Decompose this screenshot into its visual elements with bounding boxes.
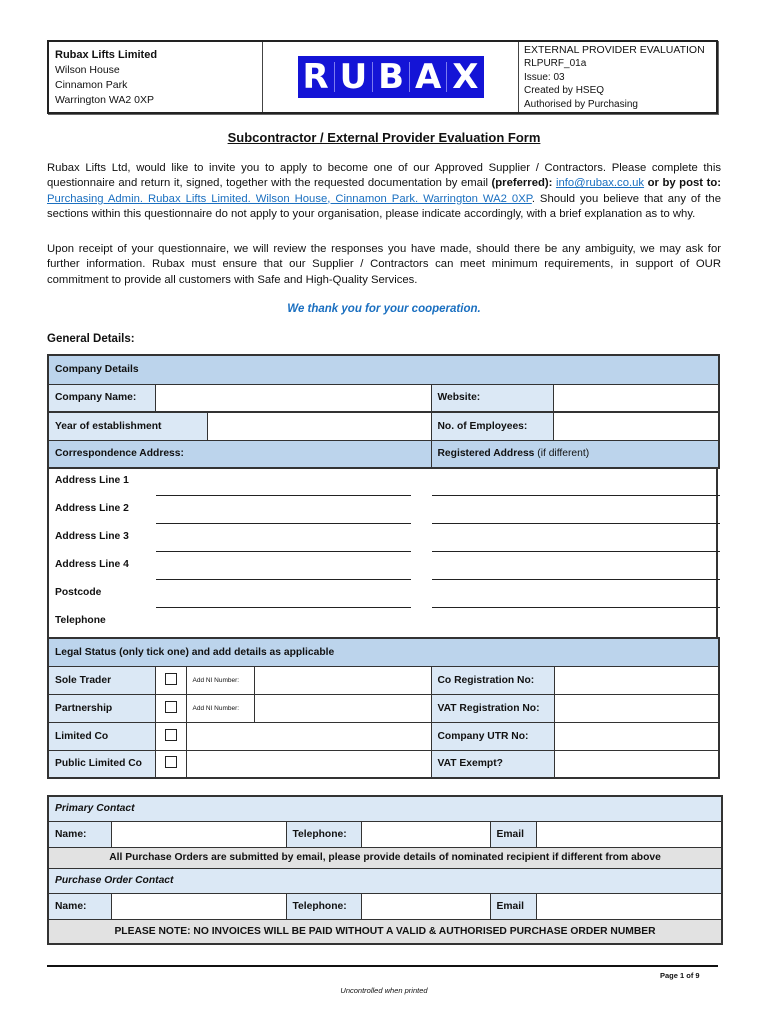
po-name-label: Name: <box>48 893 111 919</box>
company-name-field[interactable] <box>155 384 431 412</box>
logo-letter: X <box>452 57 479 97</box>
page-number: Page 1 of 9 <box>660 971 700 980</box>
intro-text: . Should you believe that any of the sections within this questionnaire do not apply to your organisation, please indicate accordingly, with a brief explanation as to why. <box>47 192 721 220</box>
po-email-label: Email <box>490 893 536 919</box>
doc-authorised: Authorised by Purchasing <box>524 98 638 110</box>
reg-address-line-3-field[interactable] <box>432 551 720 552</box>
primary-name-label: Name: <box>48 821 111 847</box>
limited-co-checkbox[interactable] <box>165 729 177 741</box>
preferred-label: (preferred): <box>491 177 553 190</box>
sole-trader-label: Sole Trader <box>48 666 155 694</box>
partnership-label: Partnership <box>48 694 155 722</box>
postal-address-link[interactable]: Purchasing Admin. Rubax Lifts Limited. Wilson House, Cinnamon Park. Warrington WA2 0XP <box>47 192 532 205</box>
footer-divider <box>47 965 718 967</box>
logo-letter: A <box>415 57 442 97</box>
postcode-label: Postcode <box>55 587 102 598</box>
legal-status-table <box>47 637 720 779</box>
sole-trader-checkbox[interactable] <box>165 673 177 685</box>
company-details-header: Company Details <box>48 355 719 384</box>
address-line-3-label: Address Line 3 <box>55 531 129 542</box>
address-line: Wilson House <box>55 64 120 76</box>
intro-text: Rubax Lifts Ltd, would like to invite you to apply to become one of our Approved Supplier / Contractors. Please complete this questionnaire and return it, signed, together with the requested documentation by email <box>47 162 721 190</box>
if-different-note: (if different) <box>537 448 590 460</box>
address-line: Cinnamon Park <box>55 79 128 91</box>
logo-letter: B <box>378 57 405 97</box>
co-registration-label: Co Registration No: <box>431 666 554 694</box>
primary-telephone-field[interactable] <box>361 821 490 847</box>
reg-address-line-2-field[interactable] <box>432 523 720 524</box>
website-field[interactable] <box>553 384 719 412</box>
legal-status-row <box>48 750 719 778</box>
partnership-checkbox[interactable] <box>165 701 177 713</box>
contacts-table <box>47 795 723 945</box>
company-utr-label: Company UTR No: <box>431 722 554 750</box>
email-link[interactable]: info@rubax.co.uk <box>555 177 645 190</box>
company-details-table <box>47 354 720 413</box>
reg-postcode-field[interactable] <box>432 607 720 608</box>
company-address-block <box>49 42 263 112</box>
company-name: Rubax Lifts Limited <box>55 49 158 61</box>
intro-paragraph-1 <box>47 161 721 222</box>
primary-telephone-label: Telephone: <box>286 821 361 847</box>
vat-exempt-field[interactable] <box>554 750 719 778</box>
legal-status-header: Legal Status (only tick one) and add details as applicable <box>48 638 719 666</box>
partnership-ni-field[interactable] <box>254 694 431 722</box>
document-header <box>47 40 718 114</box>
corr-address-line-2-field[interactable] <box>156 523 411 524</box>
primary-name-field[interactable] <box>111 821 286 847</box>
employees-field[interactable] <box>553 412 719 440</box>
uncontrolled-note: Uncontrolled when printed <box>340 986 428 995</box>
address-line: Warrington WA2 0XP <box>55 94 155 106</box>
corr-address-line-3-field[interactable] <box>156 551 411 552</box>
doc-created: Created by HSEQ <box>524 85 605 97</box>
vat-registration-label: VAT Registration No: <box>431 694 554 722</box>
ni-number-label: Add NI Number: <box>186 694 254 722</box>
primary-contact-header: Primary Contact <box>48 796 722 821</box>
ni-number-label: Add NI Number: <box>186 666 254 694</box>
purchase-order-note: All Purchase Orders are submitted by email, please provide details of nominated recipient if different from above <box>48 847 722 868</box>
primary-email-label: Email <box>490 821 536 847</box>
doc-ref: RLPURF_01a <box>524 58 587 70</box>
address-line-2-label: Address Line 2 <box>55 503 129 514</box>
reg-address-line-4-field[interactable] <box>432 579 720 580</box>
legal-status-row <box>48 666 719 694</box>
document-control-block <box>519 42 716 112</box>
co-registration-field[interactable] <box>554 666 719 694</box>
legal-status-row <box>48 722 719 750</box>
website-label: Website: <box>431 384 553 412</box>
corr-postcode-field[interactable] <box>156 607 411 608</box>
public-limited-co-checkbox-cell[interactable] <box>155 750 186 778</box>
po-name-field[interactable] <box>111 893 286 919</box>
limited-co-checkbox-cell[interactable] <box>155 722 186 750</box>
reg-address-line-1-field[interactable] <box>432 495 720 496</box>
logo-letter: R <box>302 57 329 97</box>
limited-co-label: Limited Co <box>48 722 155 750</box>
po-telephone-label: Telephone: <box>286 893 361 919</box>
address-line-4-label: Address Line 4 <box>55 559 129 570</box>
year-established-field[interactable] <box>207 412 431 440</box>
registered-address-label: Registered Address (if different) <box>431 440 719 468</box>
year-established-label: Year of establishment <box>48 412 207 440</box>
company-name-label: Company Name: <box>48 384 155 412</box>
correspondence-address-label: Correspondence Address: <box>48 440 431 468</box>
limited-co-details-field[interactable] <box>186 722 431 750</box>
vat-registration-field[interactable] <box>554 694 719 722</box>
sole-trader-checkbox-cell[interactable] <box>155 666 186 694</box>
legal-status-row <box>48 694 719 722</box>
invoice-warning-note: PLEASE NOTE: NO INVOICES WILL BE PAID WITHOUT A VALID & AUTHORISED PURCHASE ORDER NUMBER <box>48 919 722 944</box>
doc-title: EXTERNAL PROVIDER EVALUATION <box>524 44 705 56</box>
form-title: Subcontractor / External Provider Evaluation Form <box>227 130 541 145</box>
purchase-order-contact-header: Purchase Order Contact <box>48 868 722 893</box>
public-limited-co-details-field[interactable] <box>186 750 431 778</box>
address-block <box>47 467 718 637</box>
employees-label: No. of Employees: <box>431 412 553 440</box>
partnership-checkbox-cell[interactable] <box>155 694 186 722</box>
sole-trader-ni-field[interactable] <box>254 666 431 694</box>
po-telephone-field[interactable] <box>361 893 490 919</box>
po-email-field[interactable] <box>536 893 722 919</box>
company-utr-field[interactable] <box>554 722 719 750</box>
telephone-label: Telephone <box>55 615 106 626</box>
corr-address-line-1-field[interactable] <box>156 495 411 496</box>
or-by-post-label: or by post to: <box>644 177 722 190</box>
intro-paragraph-2: Upon receipt of your questionnaire, we will review the responses you have made, should there be any ambiguity, we may ask for further information. Rubax must ensure that our Supplier / Contractors can meet minimum requirements, in support of OUR commitment to provide all customers with Safe and High-Quality Services. <box>47 243 721 286</box>
doc-issue: Issue: 03 <box>524 71 565 83</box>
vat-exempt-label: VAT Exempt? <box>431 750 554 778</box>
address-line-1-label: Address Line 1 <box>55 475 129 486</box>
public-limited-co-label: Public Limited Co <box>48 750 155 778</box>
logo-cell <box>263 42 519 112</box>
logo-letter: U <box>339 57 368 97</box>
rubax-logo <box>298 56 484 98</box>
general-details-heading: General Details: <box>47 333 135 345</box>
thanks-note: We thank you for your cooperation. <box>287 303 481 315</box>
corr-address-line-4-field[interactable] <box>156 579 411 580</box>
primary-email-field[interactable] <box>536 821 722 847</box>
public-limited-co-checkbox[interactable] <box>165 756 177 768</box>
company-details-table-2 <box>47 411 720 469</box>
